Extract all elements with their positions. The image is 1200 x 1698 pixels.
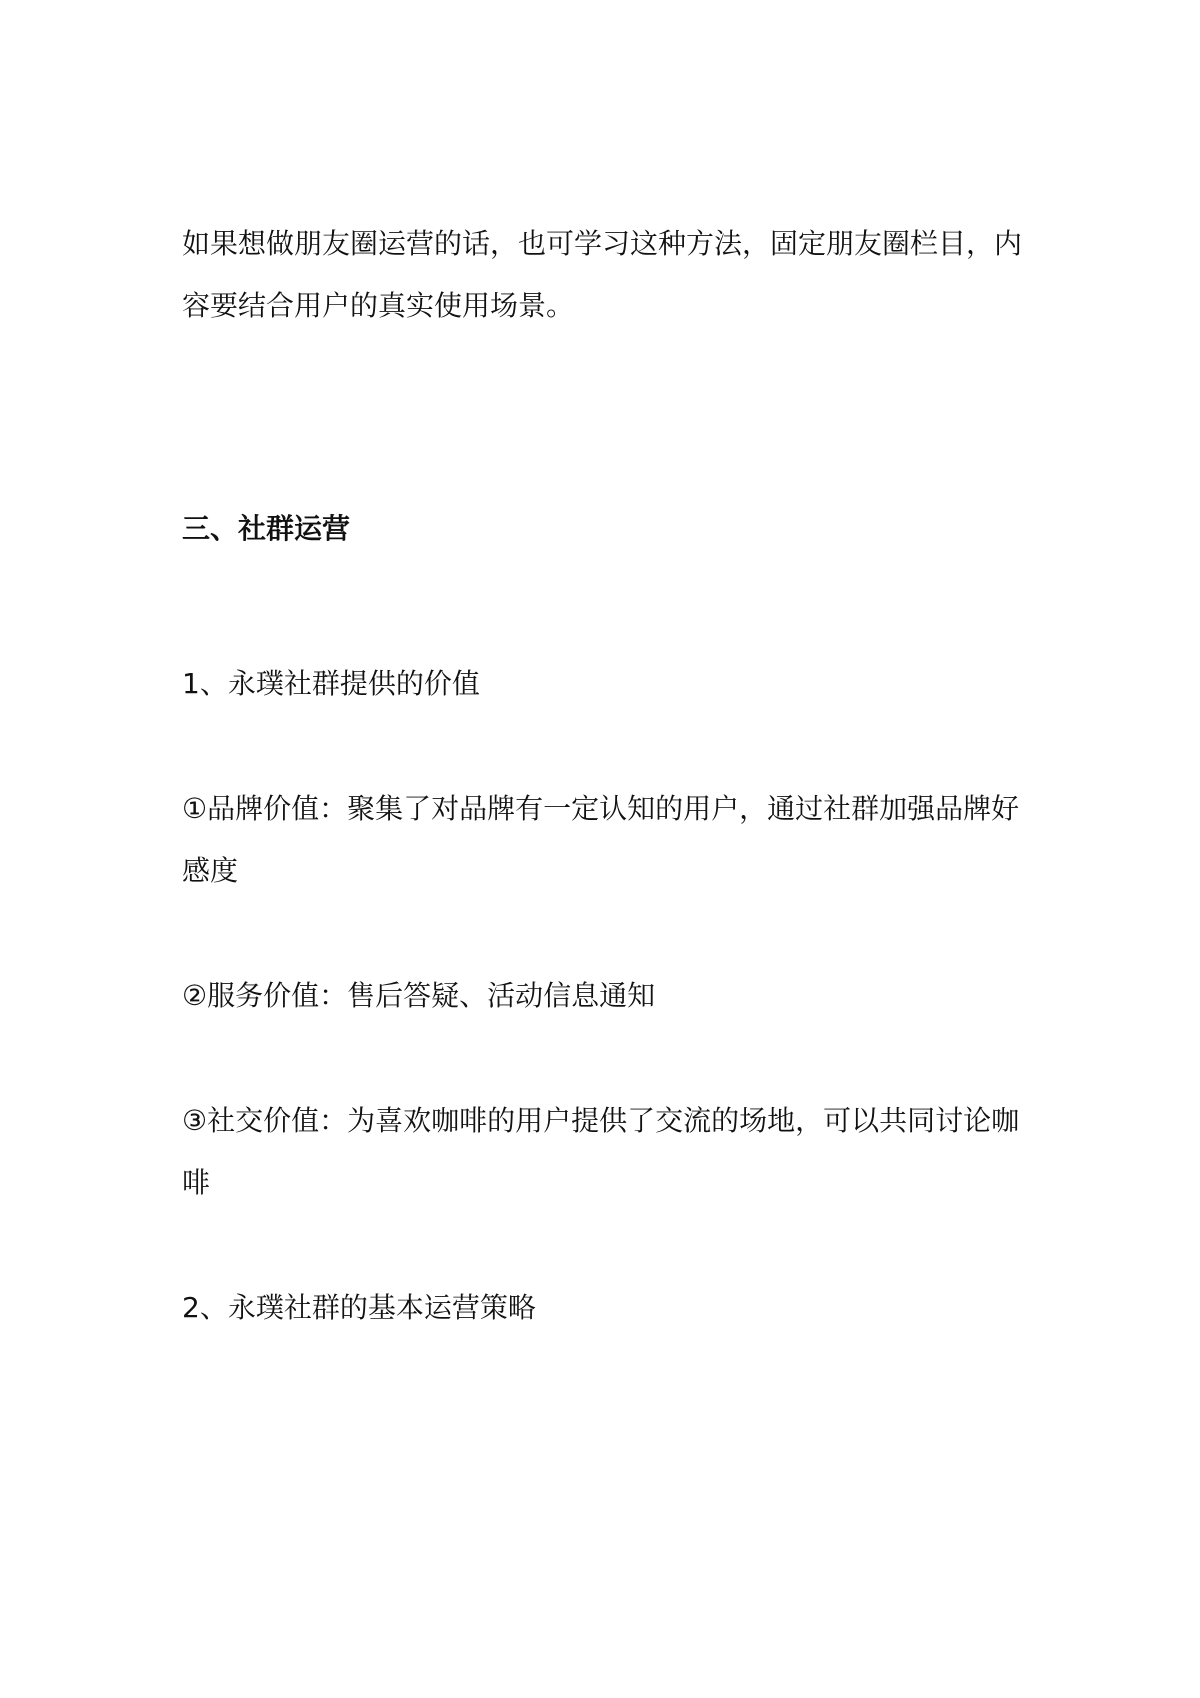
brand-value-line-1: ①品牌价值：聚集了对品牌有一定认知的用户，通过社群加强品牌好 [182,792,1020,825]
social-value-line-1: ③社交价值：为喜欢咖啡的用户提供了交流的场地，可以共同讨论咖 [182,1104,1020,1137]
paragraph-moments-line-2: 容要结合用户的真实使用场景。 [182,289,575,322]
subheading-community-value: 1、永璞社群提供的价值 [182,667,480,700]
brand-value-line-2: 感度 [182,854,239,887]
social-value-line-2: 啡 [182,1166,211,1199]
service-value-line: ②服务价值：售后答疑、活动信息通知 [182,979,656,1012]
section-heading-community-operation: 三、社群运营 [182,512,351,545]
subheading-operation-strategy: 2、永璞社群的基本运营策略 [182,1291,536,1324]
paragraph-moments-line-1: 如果想做朋友圈运营的话，也可学习这种方法，固定朋友圈栏目，内 [182,227,1023,260]
